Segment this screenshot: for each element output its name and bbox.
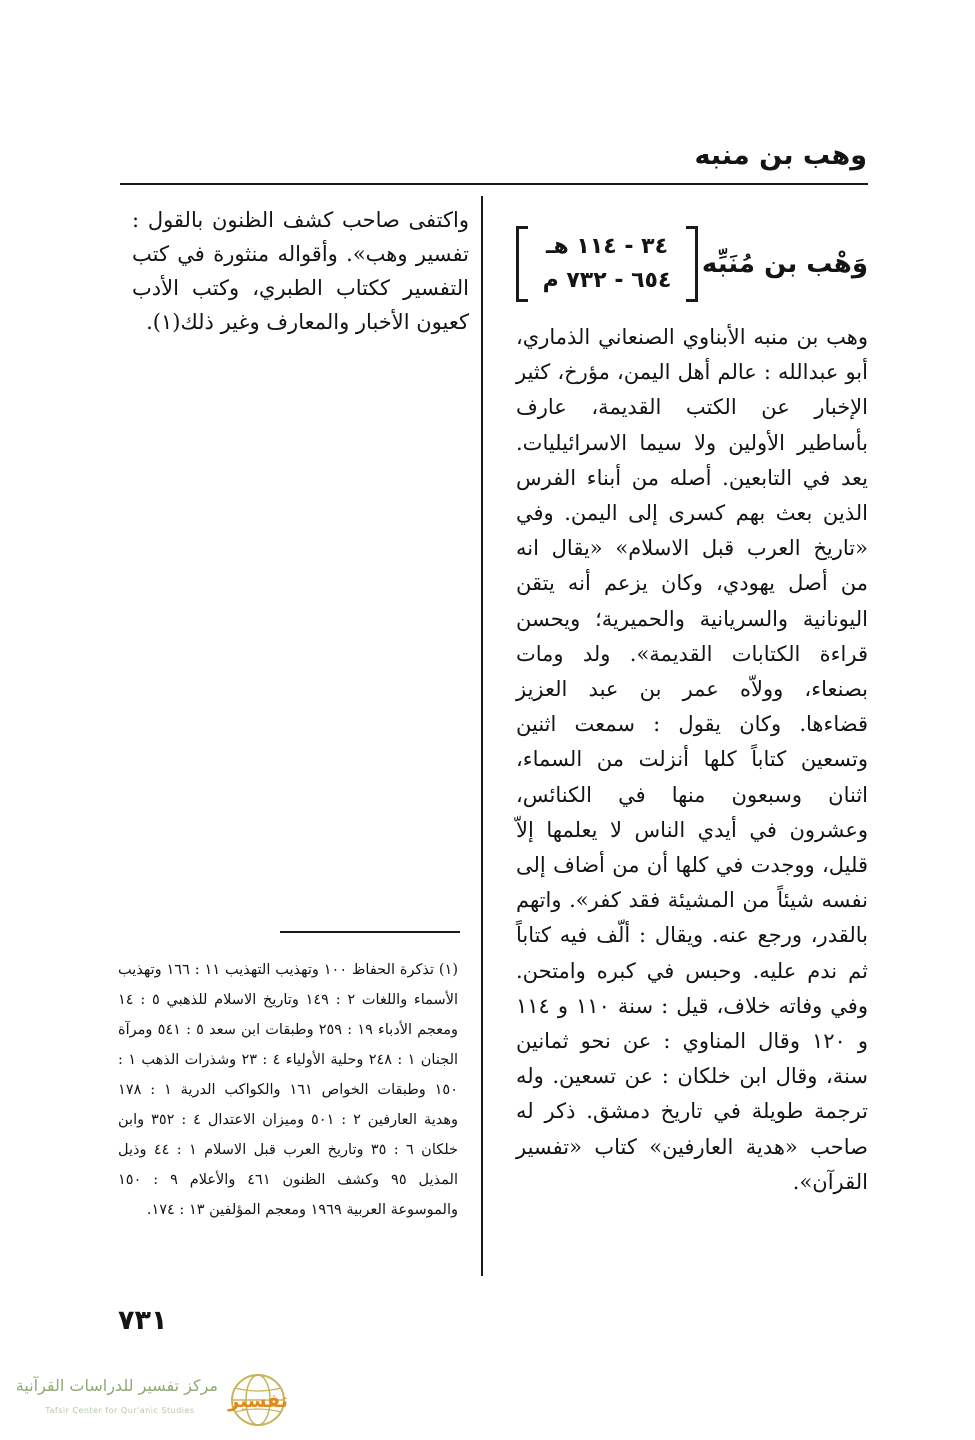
- entry-heading: [516, 222, 868, 306]
- page-number: ٧٣١: [118, 1305, 168, 1336]
- publisher-logo: [15, 1370, 293, 1430]
- footnote-rule: [280, 931, 460, 933]
- logo-word: تفسير: [228, 1390, 288, 1412]
- entry-name: وَهْب بن مُنَبِّه: [701, 249, 868, 279]
- footnote: (١) تذكرة الحفاظ ١٠٠ وتهذيب التهذيب ١١ : ١٦٦ وتهذيب الأسماء واللغات ٢ : ١٤٩ وتاريخ الاسلام للذهبي ٥ : ١٤ ومعجم الأدباء ١٩ : ٢٥٩ وطبقات ابن سعد ٥ : ٥٤١ ومرآة الجنان ١ : ٢٤٨ وحلية الأولياء ٤ : ٢٣ وشذرات الذهب ١ : ١٥٠ وطبقات الخواص ١٦١ والكواكب الدرية ١ : ١٧٨ وهدية العارفين ٢ : ٥٠١ وميزان الاعتدال ٤ : ٣٥٢ وابن خلكان ٦ : ٣٥ وتاريخ العرب قبل الاسلام ١ : ٤٤ وذيل المذيل ٩٥ وكشف الظنون ٤٦١ والأعلام ٩ : ١٥٠ والموسوعة العربية ١٩٦٩ ومعجم المؤلفين ١٣ : ١٧٤.: [118, 962, 459, 1218]
- entry-continuation: واكتفى صاحب كشف الظنون بالقول : تفسير وهب». وأقواله منثورة في كتب التفسير ككتاب الطبري، وكتب الأدب كعيون الأخبار والمعارف وغير ذلك(١).: [132, 208, 469, 334]
- main-column: [516, 222, 868, 1200]
- running-head: وهب بن منبه: [694, 140, 867, 171]
- dates-gregorian: ٦٥٤ - ٧٣٢ م: [542, 268, 672, 293]
- dates-bracket: [516, 226, 698, 302]
- column-divider: [481, 196, 483, 1276]
- logo-arabic-name: مركز تفسير للدراسات القرآنية: [15, 1376, 218, 1395]
- second-column: [132, 203, 469, 339]
- entry-biography: وهب بن منبه الأبناوي الصنعاني الذماري، أبو عبدالله : عالم أهل اليمن، مؤرخ، كثير الإخبار عن الكتب القديمة، عارف بأساطير الأولين ولا سيما الاسرائيليات. يعد في التابعين. أصله من أبناء الفرس الذين بعث بهم كسرى إلى اليمن. وفي «تاريخ العرب قبل الاسلام» «يقال انه من أصل يهودي، وكان يزعم أنه يتقن اليونانية والسريانية والحميرية؛ ويحسن قراءة الكتابات القديمة». ولد ومات بصنعاء، وولاّه عمر بن عبد العزيز قضاءها. وكان يقول : سمعت اثنين وتسعين كتاباً كلها أنزلت من السماء، اثنان وسبعون منها في الكنائس، وعشرون في أيدي الناس لا يعلمها إلاّ قليل، ووجدت في كلها أن من أضاف إلى نفسه شيئاً من المشيئة فقد كفر». واتهم بالقدر، ورجع عنه. ويقال : ألّف فيه كتاباً ثم ندم عليه. وحبس في كبره وامتحن. وفي وفاته خلاف، قيل : سنة ١١٠ و ١١٤ و ١٢٠ وقال المناوي : عن نحو ثمانين سنة، وقال ابن خلكان : عن تسعين. وله ترجمة طويلة في تاريخ دمشق. ذكر له صاحب «هدية العارفين» كتاب «تفسير القرآن».: [516, 325, 868, 1194]
- dates-hijri: ٣٤ - ١١٤ هـ: [545, 234, 669, 259]
- header-rule: [120, 183, 868, 185]
- logo-english-name: Tafsir Center for Qur'anic Studies: [45, 1406, 195, 1415]
